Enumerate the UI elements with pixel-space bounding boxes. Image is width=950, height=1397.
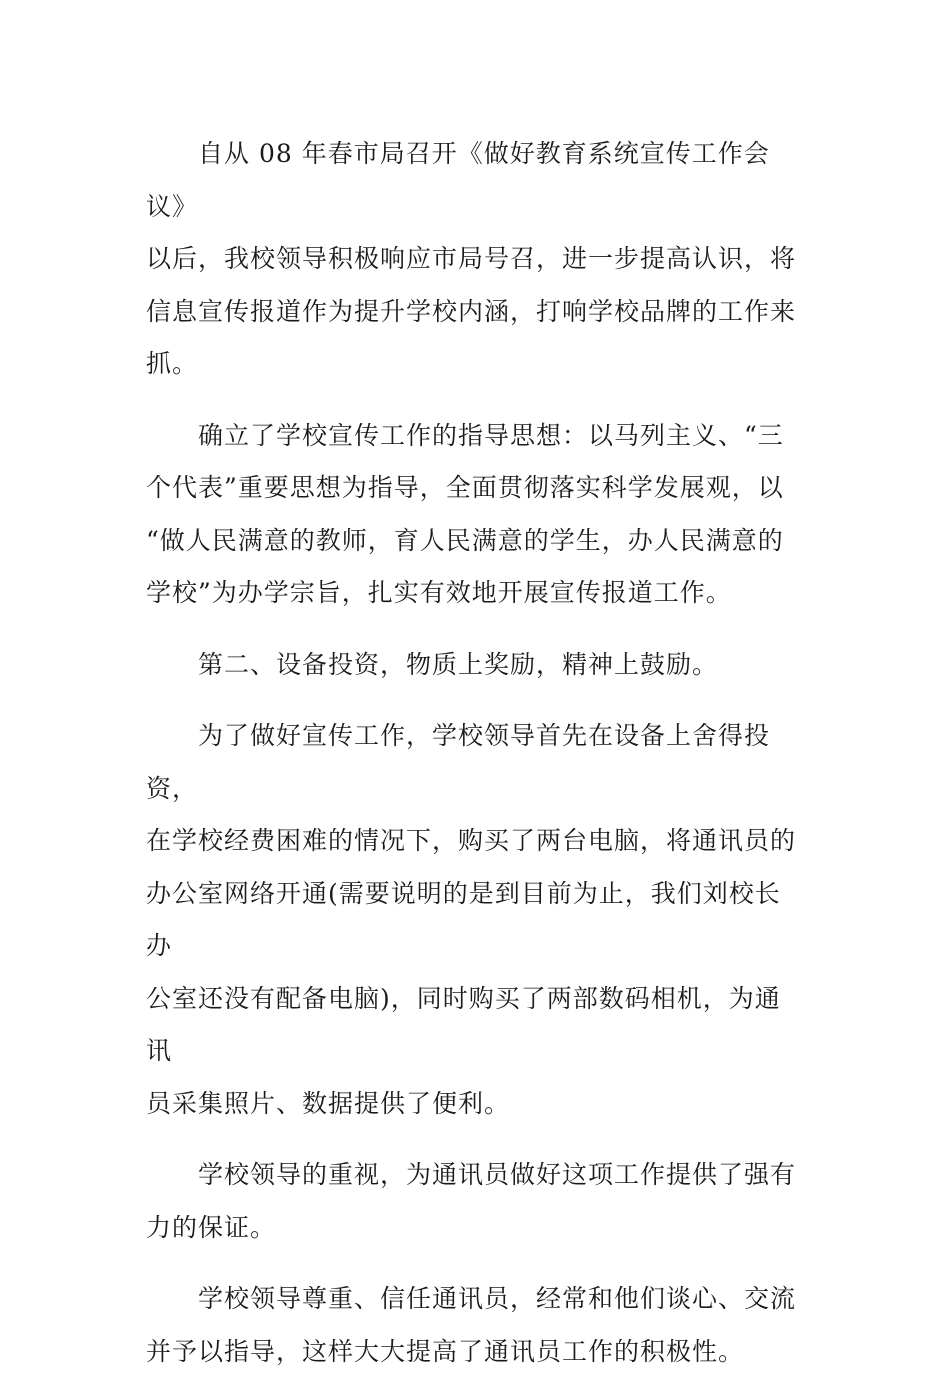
text-line: 学校”为办学宗旨，扎实有效地开展宣传报道工作。 (146, 578, 732, 607)
text-line: 自从 08 年春市局召开《做好教育系统宣传工作会议》 (146, 139, 770, 221)
text-line: 力的保证。 (146, 1212, 277, 1242)
text-line: 员采集照片、数据提供了便利。 (146, 1088, 511, 1118)
text-line: 学校领导尊重、信任通讯员，经常和他们谈心、交流 (198, 1284, 797, 1313)
text-line: 办公室网络开通(需要说明的是到目前为止，我们刘校长办 (146, 878, 781, 960)
text-line: 学校领导的重视，为通讯员做好这项工作提供了强有 (198, 1160, 797, 1189)
paragraph-5 (146, 1149, 802, 1254)
paragraph-2 (146, 410, 802, 620)
text-line: 个代表”重要思想为指导，全面贯彻落实科学发展观，以 (146, 473, 784, 502)
text-line: 信息宣传报道作为提升学校内涵，打响学校品牌的工作来 (146, 296, 797, 326)
paragraph-4 (146, 710, 802, 1130)
paragraph-1 (146, 128, 802, 391)
paragraph-3 (146, 639, 802, 692)
text-line: 确立了学校宣传工作的指导思想：以马列主义、“三 (198, 420, 784, 450)
text-line: 以后，我校领导积极响应市局号召，进一步提高认识，将 (146, 244, 797, 273)
text-line: 抓。 (146, 349, 199, 378)
document-body (146, 128, 802, 1397)
text-line: 第二、设备投资，物质上奖励，精神上鼓励。 (198, 649, 719, 679)
text-line: 并予以指导，这样大大提高了通讯员工作的积极性。 (146, 1336, 745, 1366)
text-line: 为了做好宣传工作，学校领导首先在设备上舍得投资， (146, 721, 771, 803)
paragraph-6 (146, 1273, 802, 1378)
text-line: “做人民满意的教师，育人民满意的学生，办人民满意的 (146, 525, 784, 555)
text-line: 在学校经费困难的情况下，购买了两台电脑，将通讯员的 (146, 826, 797, 855)
text-line: 公室还没有配备电脑)，同时购买了两部数码相机，为通讯 (146, 983, 781, 1065)
